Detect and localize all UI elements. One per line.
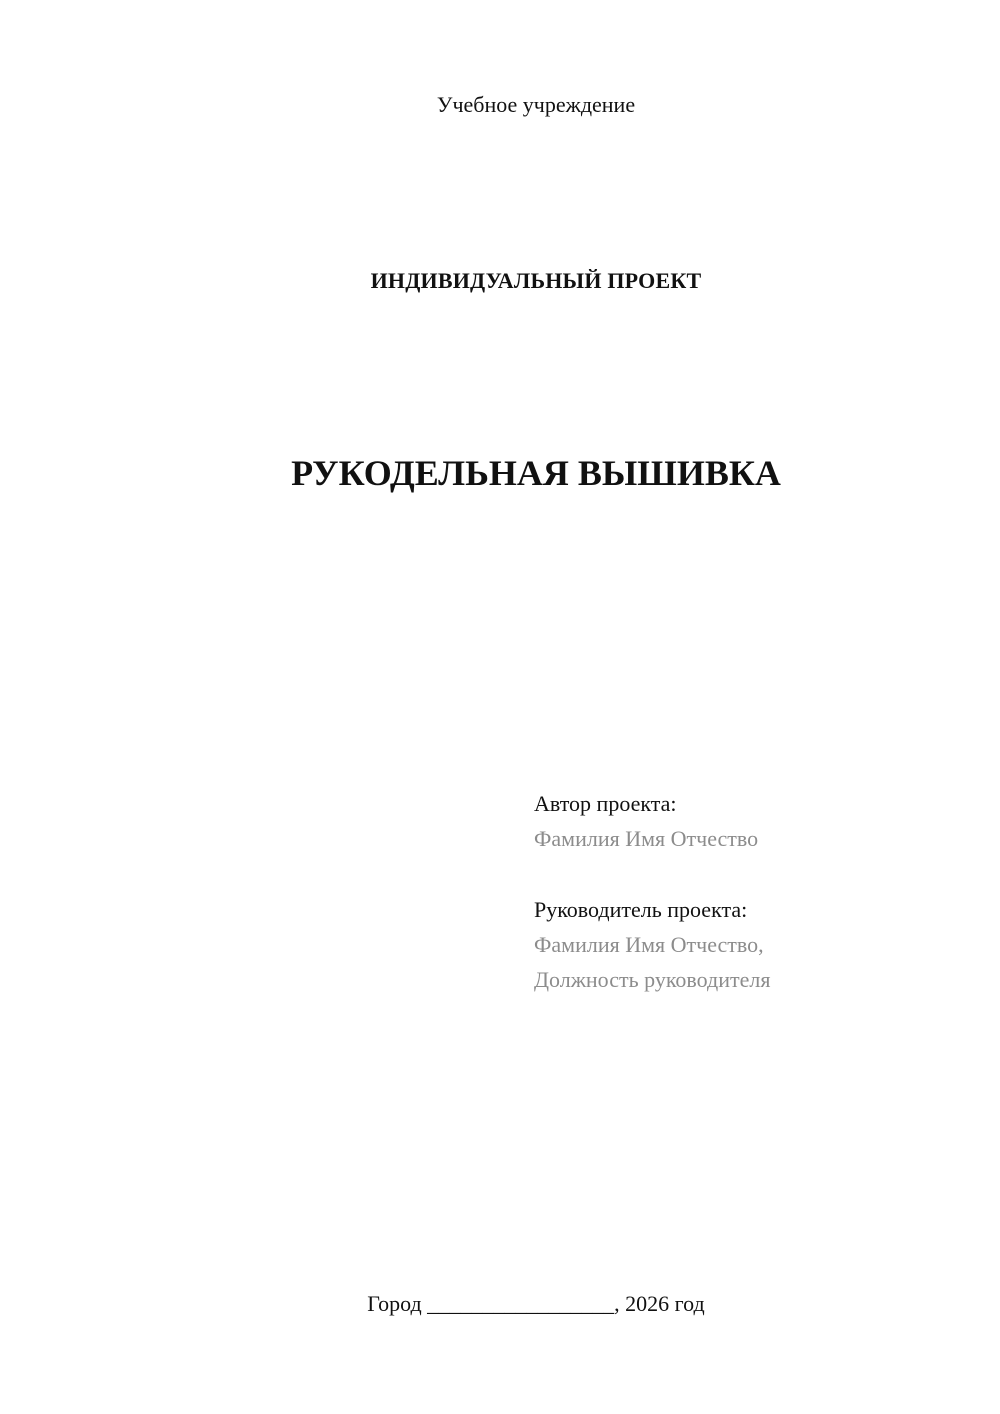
city-year-line: Город _________________, 2026 год — [367, 1291, 705, 1316]
project-info-block — [534, 786, 974, 997]
project-title: РУКОДЕЛЬНАЯ ВЫШИВКА — [291, 453, 781, 493]
author-name: Фамилия Имя Отчество — [534, 826, 759, 851]
supervisor-label: Руководитель проекта: — [534, 897, 748, 922]
institution-name: Учебное учреждение — [436, 92, 636, 117]
spacer — [534, 856, 974, 892]
project-type: ИНДИВИДУАЛЬНЫЙ ПРОЕКТ — [370, 268, 702, 293]
supervisor-name: Фамилия Имя Отчество, — [534, 932, 764, 957]
supervisor-position: Должность руководителя — [534, 967, 771, 992]
author-label: Автор проекта: — [534, 791, 677, 816]
